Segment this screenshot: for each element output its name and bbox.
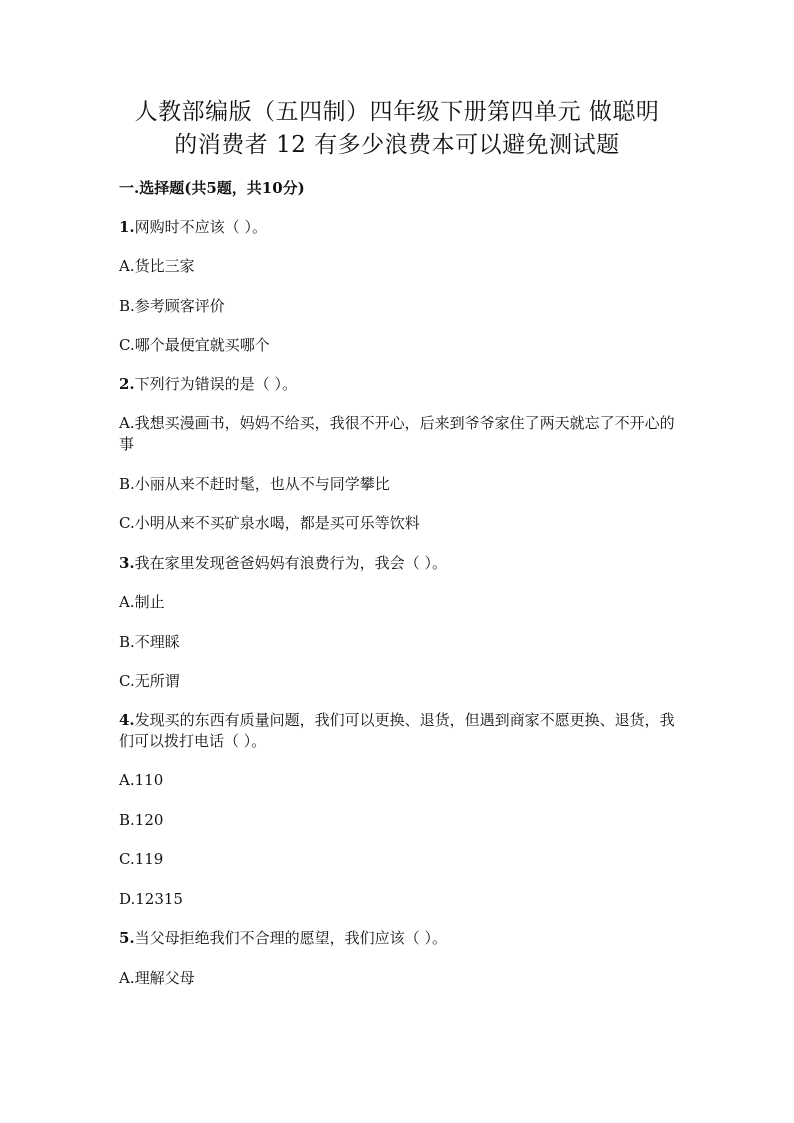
question-1-stem: [119, 216, 679, 238]
title-line-2: 的消费者 12 有多少浪费本可以避免测试题: [174, 132, 620, 158]
document-title: [80, 96, 714, 162]
question-1-option-c: C.哪个最便宜就买哪个: [119, 336, 270, 354]
question-3-option-b: B.不理睬: [119, 633, 180, 651]
question-2-stem: [119, 373, 679, 395]
question-4-stem: [119, 710, 679, 752]
question-4-option-d: D.12315: [119, 890, 183, 908]
question-3-option-c: C.无所谓: [119, 672, 180, 690]
question-text: 我在家里发现爸爸妈妈有浪费行为，我会（ ）。: [134, 554, 447, 572]
question-number: 3.: [119, 554, 135, 572]
question-number: 2.: [119, 375, 135, 393]
question-4-option-c: C.119: [119, 850, 164, 868]
question-number: 5.: [119, 929, 135, 947]
question-1-option-b: B.参考顾客评价: [119, 297, 225, 315]
question-text: 下列行为错误的是（ ）。: [134, 375, 297, 393]
question-2-option-b: B.小丽从来不赶时髦，也从不与同学攀比: [119, 475, 390, 493]
question-4-option-a: A.110: [119, 771, 164, 789]
question-2-option-a: A.我想买漫画书，妈妈不给买，我很不开心，后来到爷爷家住了两天就忘了不开心的事: [119, 414, 675, 453]
title-line-1: 人教部编版（五四制）四年级下册第四单元 做聪明: [134, 99, 660, 125]
question-text: 当父母拒绝我们不合理的愿望，我们应该（ ）。: [134, 929, 447, 947]
question-5-stem: [119, 927, 679, 949]
question-text: 发现买的东西有质量问题，我们可以更换、退货，但遇到商家不愿更换、退货，我们可以拨打电话（ ）。: [119, 711, 675, 750]
question-4-option-b: B.120: [119, 811, 164, 829]
section-heading: 一.选择题(共5题，共10分): [119, 179, 305, 197]
question-1-option-a: A.货比三家: [119, 257, 195, 275]
question-number: 4.: [119, 711, 135, 729]
question-2-option-c: C.小明从来不买矿泉水喝，都是买可乐等饮料: [119, 514, 420, 532]
question-3-stem: [119, 552, 679, 574]
question-3-option-a: A.制止: [119, 593, 165, 611]
question-5-option-a: A.理解父母: [119, 969, 195, 987]
question-text: 网购时不应该（ ）。: [134, 218, 267, 236]
question-number: 1.: [119, 218, 135, 236]
